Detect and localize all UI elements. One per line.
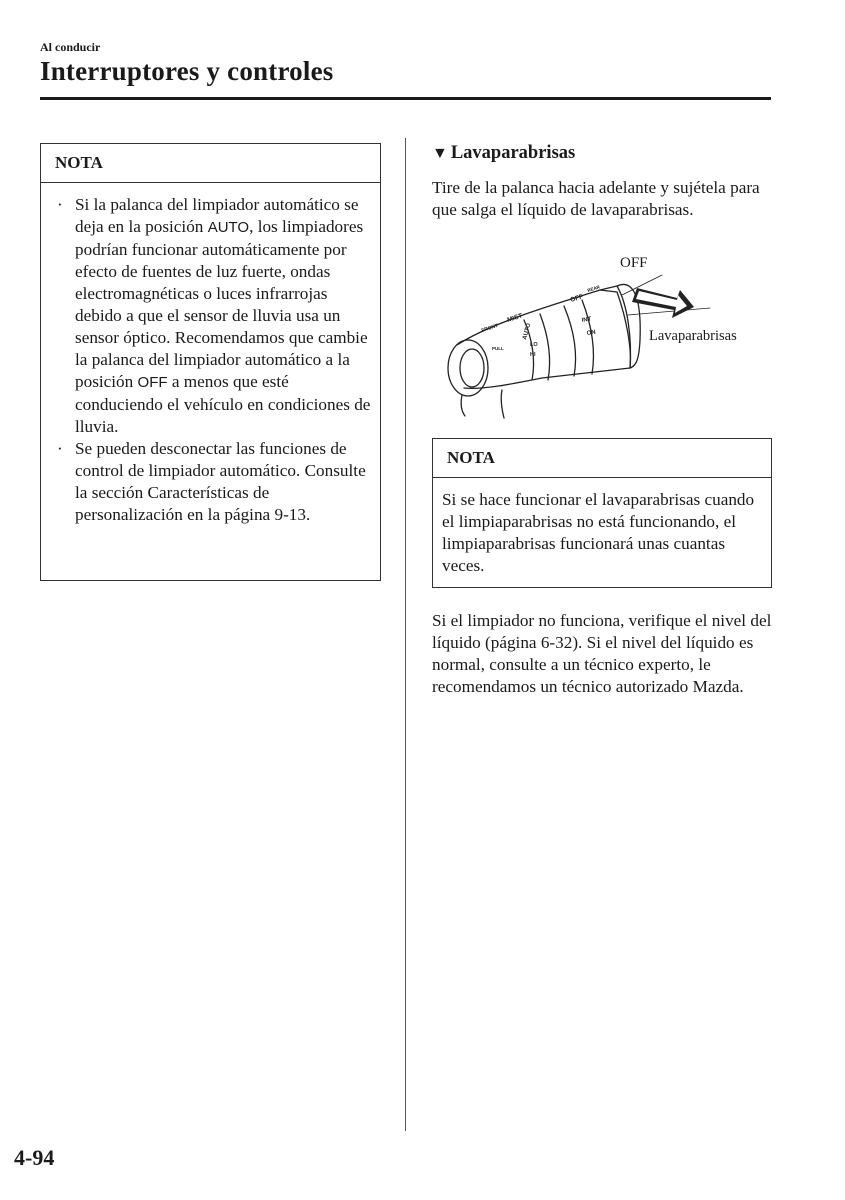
note-box-washer [432,438,772,588]
bullet-text [75,194,372,438]
lever-label-lo: LO [530,342,538,348]
guide-line [628,308,710,315]
position-term-off: OFF [137,374,168,391]
note-heading: NOTA [433,439,771,478]
lever-label-int: INT [581,316,592,324]
lever-label-hi: HI [530,352,536,358]
position-term-auto: AUTO [207,219,250,236]
bullet-text-part: Si la palanca del limpiador automático se deja en la posición [75,195,359,236]
note-heading: NOTA [41,144,380,183]
lever-label-mist: MIST [506,312,524,324]
lever-label-on: ON [586,329,597,337]
note-body [41,183,380,526]
section-heading-washer [432,143,575,164]
note-bullet [57,194,372,438]
lever-ring [540,314,550,380]
column-divider [405,138,406,1131]
lever-ring [582,300,597,374]
bullet-text: Se pueden desconectar las funciones de control de limpiador automático. Consulte la sección Características de personalización en la página 9-13. [75,439,366,524]
callout-off: OFF [620,255,648,271]
stalk-line [501,390,504,418]
page-title: Interruptores y controles [40,56,334,86]
lever-label-off: OFF [569,293,584,304]
triangle-marker-icon: ▼ [432,144,448,162]
callout-washer: Lavaparabrisas [649,328,737,344]
lever-tip-inner [460,349,484,387]
note-box-auto-wiper [40,143,381,581]
lever-label-auto: AUTO [522,322,533,341]
wiper-lever-illustration [432,250,777,425]
note-bullet [57,438,372,526]
title-rule [40,97,771,100]
bullet-marker: · [57,195,63,214]
bullet-text-part: , los limpiadores podrían funcionar automáticamente por efecto de fuentes de luz fuerte, ondas electromagnéticas o luces infrarrojas debido a que el sensor de lluvia usa un sensor óptico. Recomendamos que cambie la palanca del limpiador automático a la posición [75,217,368,391]
lever-collar [600,286,630,368]
section-heading-text: Lavaparabrisas [450,143,576,163]
section-label: Al conducir [40,40,101,54]
bullet-text-part: a menos que esté conduciendo el vehículo en condiciones de lluvia. [75,372,371,436]
note-body: Si se hace funcionar el lavaparabrisas cuando el limpiaparabrisas no está funcionando, el limpiaparabrisas funcionará unas cuantas veces. [442,490,755,575]
washer-instructions: Tire de la palanca hacia adelante y sujétela para que salga el líquido de lavaparabrisas. [432,178,760,219]
lever-ring [564,306,576,376]
bullet-marker: · [57,439,63,458]
lever-label-rear: REAR [586,284,601,293]
troubleshooting-paragraph: Si el limpiador no funciona, verifique el nivel del líquido (página 6-32). Si el nivel del líquido es normal, consulte a un técnico experto, le recomendamos un técnico autorizado Mazda. [432,611,772,696]
page-number: 4-94 [14,1145,55,1170]
lever-tip [448,340,488,396]
lever-label-pull: PULL [492,346,504,351]
lever-label-front: FRONT [480,322,500,334]
stalk-line [461,395,465,416]
